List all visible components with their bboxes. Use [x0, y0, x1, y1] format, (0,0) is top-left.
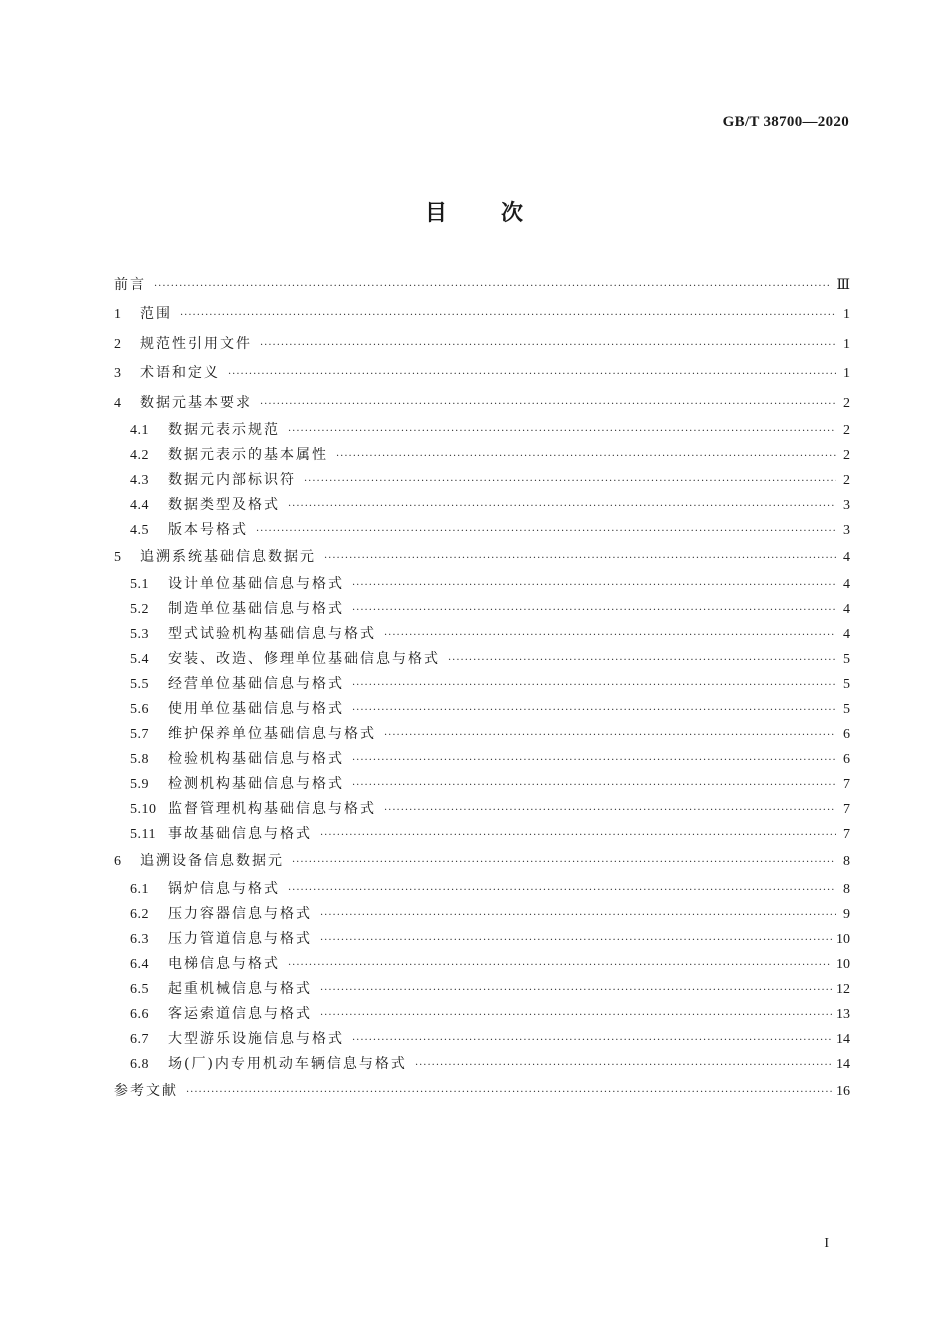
toc-entry-title: 型式试验机构基础信息与格式 — [168, 626, 376, 643]
toc-entry-number: 5.8 — [130, 752, 149, 768]
toc-entry-page: 6 — [843, 727, 850, 743]
toc-entry-number: 2 — [114, 336, 122, 352]
toc-entry-page: 2 — [843, 472, 850, 488]
toc-entry-number: 5 — [114, 549, 122, 565]
toc-dot-leader — [384, 623, 836, 648]
toc-dot-leader — [448, 648, 836, 673]
toc-entry-title: 压力管道信息与格式 — [168, 930, 312, 947]
toc-entry[interactable] — [114, 822, 850, 847]
toc-dot-leader — [288, 419, 836, 444]
toc-entry-page: 9 — [843, 906, 850, 922]
toc-entry-title: 使用单位基础信息与格式 — [168, 701, 344, 718]
toc-entry-title: 前言 — [114, 277, 146, 293]
toc-entry-number: 6.1 — [130, 881, 149, 897]
toc-entry-page: 7 — [843, 777, 850, 793]
toc-entry[interactable] — [114, 797, 850, 822]
toc-entry[interactable] — [114, 597, 850, 622]
toc-entry-page: 7 — [843, 827, 850, 843]
toc-entry-title: 数据元表示规范 — [168, 421, 280, 438]
toc-entry-number: 4.3 — [130, 472, 149, 488]
toc-entry-number: 6.5 — [130, 981, 149, 997]
toc-dot-leader — [352, 673, 836, 698]
toc-dot-leader — [288, 953, 832, 978]
toc-dot-leader — [415, 1053, 832, 1078]
toc-entry[interactable] — [114, 1027, 850, 1052]
toc-entry-page: 3 — [843, 522, 850, 538]
toc-dot-leader — [320, 903, 836, 928]
toc-dot-leader — [336, 444, 836, 469]
toc-entry-page: 1 — [843, 307, 850, 323]
toc-dot-leader — [180, 301, 836, 330]
toc-entry-number: 3 — [114, 366, 122, 382]
toc-entry-title: 数据元内部标识符 — [168, 471, 296, 488]
toc-entry[interactable] — [114, 271, 850, 300]
toc-entry-page: 1 — [843, 366, 850, 382]
toc-entry-number: 5.6 — [130, 702, 149, 718]
toc-entry-title: 设计单位基础信息与格式 — [168, 576, 344, 593]
toc-dot-leader — [154, 272, 832, 301]
toc-entry-number: 6.4 — [130, 956, 149, 972]
toc-entry[interactable] — [114, 847, 850, 876]
toc-entry[interactable] — [114, 389, 850, 418]
toc-entry-title: 术语和定义 — [140, 365, 220, 382]
toc-entry[interactable] — [114, 722, 850, 747]
toc-entry-number: 6.2 — [130, 906, 149, 922]
toc-entry[interactable] — [114, 1077, 850, 1106]
toc-entry-page: 14 — [836, 1056, 850, 1072]
toc-dot-leader — [320, 1003, 832, 1028]
toc-entry-title: 追溯设备信息数据元 — [140, 853, 284, 870]
toc-entry-number: 4.5 — [130, 522, 149, 538]
toc-entry-number: 5.10 — [130, 802, 157, 818]
toc-entry[interactable] — [114, 443, 850, 468]
toc-entry-page: 4 — [843, 577, 850, 593]
page-title — [0, 196, 950, 227]
toc-entry[interactable] — [114, 672, 850, 697]
toc-entry[interactable] — [114, 418, 850, 443]
toc-entry-title: 监督管理机构基础信息与格式 — [168, 801, 376, 818]
toc-entry-page: 16 — [836, 1083, 850, 1099]
toc-entry-number: 6.3 — [130, 931, 149, 947]
toc-entry[interactable] — [114, 902, 850, 927]
toc-entry-page: 6 — [843, 752, 850, 768]
toc-dot-leader — [304, 469, 836, 494]
toc-dot-leader — [352, 1028, 832, 1053]
toc-entry-page: 2 — [843, 395, 850, 411]
toc-entry-title: 版本号格式 — [168, 521, 248, 538]
toc-entry-title: 数据类型及格式 — [168, 496, 280, 513]
toc-entry-number: 6.7 — [130, 1031, 149, 1047]
toc-dot-leader — [260, 390, 836, 419]
toc-entry-page: 10 — [836, 956, 850, 972]
table-of-contents — [114, 271, 850, 1106]
toc-entry-page: 4 — [843, 549, 850, 565]
toc-dot-leader — [320, 823, 836, 848]
toc-entry[interactable] — [114, 1002, 850, 1027]
toc-dot-leader — [352, 748, 836, 773]
toc-entry-title: 制造单位基础信息与格式 — [168, 601, 344, 618]
toc-dot-leader — [260, 331, 836, 360]
toc-entry[interactable] — [114, 772, 850, 797]
toc-dot-leader — [186, 1078, 832, 1107]
toc-entry-number: 4.4 — [130, 497, 149, 513]
toc-entry-page: 12 — [836, 981, 850, 997]
toc-entry[interactable] — [114, 952, 850, 977]
toc-entry-title: 维护保养单位基础信息与格式 — [168, 726, 376, 743]
toc-dot-leader — [352, 598, 836, 623]
toc-entry-page: 8 — [843, 881, 850, 897]
toc-entry-page: 3 — [843, 497, 850, 513]
toc-entry-number: 5.2 — [130, 602, 149, 618]
toc-entry-page: 5 — [843, 652, 850, 668]
toc-entry-page: 1 — [843, 336, 850, 352]
toc-dot-leader — [228, 360, 836, 389]
toc-dot-leader — [256, 519, 836, 544]
toc-entry-number: 5.7 — [130, 727, 149, 743]
toc-entry-title: 规范性引用文件 — [140, 335, 252, 352]
toc-entry[interactable] — [114, 877, 850, 902]
toc-entry-title: 事故基础信息与格式 — [168, 826, 312, 843]
toc-entry-number: 6.6 — [130, 1006, 149, 1022]
toc-dot-leader — [352, 573, 836, 598]
page-title-part2: 次 — [501, 201, 526, 226]
toc-entry-title: 客运索道信息与格式 — [168, 1005, 312, 1022]
toc-dot-leader — [352, 698, 836, 723]
toc-entry-number: 5.11 — [130, 827, 156, 843]
toc-entry-page: 4 — [843, 602, 850, 618]
toc-entry-title: 参考文献 — [114, 1082, 178, 1099]
toc-entry-title: 检测机构基础信息与格式 — [168, 776, 344, 793]
toc-entry[interactable] — [114, 572, 850, 597]
toc-entry-number: 4.2 — [130, 447, 149, 463]
toc-entry[interactable] — [114, 493, 850, 518]
toc-entry-page: 5 — [843, 677, 850, 693]
toc-entry-number: 1 — [114, 307, 122, 323]
toc-entry-page: Ⅲ — [836, 278, 850, 293]
standard-code: GB/T 38700—2020 — [722, 114, 849, 130]
toc-entry-title: 数据元表示的基本属性 — [168, 446, 328, 463]
toc-entry[interactable] — [114, 697, 850, 722]
toc-entry[interactable] — [114, 359, 850, 388]
toc-entry-page: 4 — [843, 627, 850, 643]
toc-entry[interactable] — [114, 622, 850, 647]
toc-entry-title: 大型游乐设施信息与格式 — [168, 1030, 344, 1047]
toc-entry-title: 安装、改造、修理单位基础信息与格式 — [168, 651, 440, 668]
toc-dot-leader — [352, 773, 836, 798]
toc-entry[interactable] — [114, 330, 850, 359]
toc-dot-leader — [292, 848, 836, 877]
toc-entry[interactable] — [114, 300, 850, 329]
toc-dot-leader — [320, 928, 832, 953]
toc-entry-number: 5.9 — [130, 777, 149, 793]
toc-entry-number: 5.4 — [130, 652, 149, 668]
toc-dot-leader — [320, 978, 832, 1003]
toc-entry-number: 4.1 — [130, 422, 149, 438]
toc-entry-page: 7 — [843, 802, 850, 818]
toc-entry-page: 2 — [843, 447, 850, 463]
toc-entry[interactable] — [114, 927, 850, 952]
toc-entry-title: 电梯信息与格式 — [168, 955, 280, 972]
toc-dot-leader — [288, 878, 836, 903]
toc-entry[interactable] — [114, 543, 850, 572]
toc-entry-title: 追溯系统基础信息数据元 — [140, 548, 316, 565]
toc-entry-page: 14 — [836, 1031, 850, 1047]
toc-entry-number: 6.8 — [130, 1056, 149, 1072]
toc-entry[interactable] — [114, 468, 850, 493]
toc-entry-page: 13 — [836, 1006, 850, 1022]
toc-entry-page: 5 — [843, 702, 850, 718]
toc-entry-number: 5.1 — [130, 577, 149, 593]
toc-entry-title: 起重机械信息与格式 — [168, 980, 312, 997]
toc-dot-leader — [384, 798, 836, 823]
toc-entry-number: 5.5 — [130, 677, 149, 693]
toc-entry[interactable] — [114, 1052, 850, 1077]
toc-entry-title: 压力容器信息与格式 — [168, 905, 312, 922]
toc-entry-number: 4 — [114, 395, 122, 411]
toc-entry-title: 范围 — [140, 306, 172, 323]
toc-entry[interactable] — [114, 977, 850, 1002]
toc-entry-page: 2 — [843, 422, 850, 438]
toc-entry-title: 经营单位基础信息与格式 — [168, 676, 344, 693]
footer-page-number: I — [824, 1236, 829, 1251]
toc-entry-title: 数据元基本要求 — [140, 394, 252, 411]
toc-entry[interactable] — [114, 647, 850, 672]
toc-entry-title: 锅炉信息与格式 — [168, 880, 280, 897]
toc-entry-number: 5.3 — [130, 627, 149, 643]
page-title-part1: 目 — [424, 201, 449, 226]
toc-entry[interactable] — [114, 518, 850, 543]
toc-entry-page: 10 — [836, 931, 850, 947]
toc-dot-leader — [288, 494, 836, 519]
toc-entry-number: 6 — [114, 854, 122, 870]
toc-dot-leader — [324, 544, 836, 573]
toc-entry-page: 8 — [843, 854, 850, 870]
toc-entry[interactable] — [114, 747, 850, 772]
toc-entry-title: 检验机构基础信息与格式 — [168, 751, 344, 768]
toc-entry-title: 场(厂)内专用机动车辆信息与格式 — [168, 1055, 407, 1072]
toc-dot-leader — [384, 723, 836, 748]
